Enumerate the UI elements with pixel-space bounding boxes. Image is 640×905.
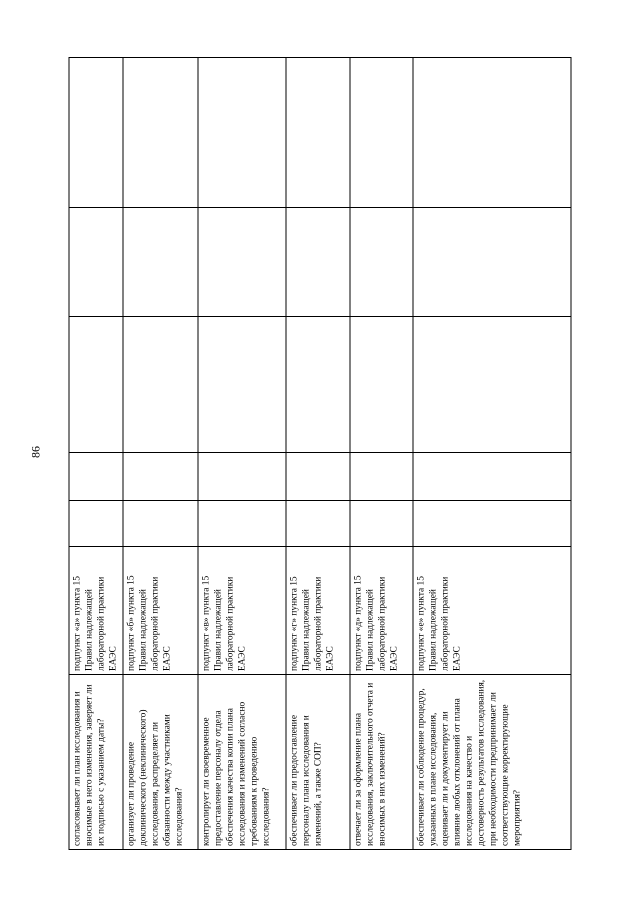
comment-cell [413, 58, 571, 208]
checklist-table-container [69, 58, 572, 850]
answer-no-cell [123, 453, 197, 501]
question-cell: отвечает ли за оформление плана исследования, заключительного отчета и вносимых в них изменений? [350, 675, 413, 850]
not-applicable-cell [350, 317, 413, 453]
table-row [198, 58, 287, 850]
question-cell: обеспечивает ли предоставление персоналу плана исследования и изменений, а также СОП? [286, 675, 349, 850]
notes-cell [123, 208, 197, 317]
comment-cell [123, 58, 197, 208]
not-applicable-cell [413, 317, 571, 453]
checklist-table [69, 57, 572, 850]
table-row [69, 58, 123, 850]
answer-yes-cell [198, 501, 287, 547]
notes-cell [350, 208, 413, 317]
answer-no-cell [413, 453, 571, 501]
not-applicable-cell [69, 317, 123, 453]
answer-yes-cell [413, 501, 571, 547]
answer-yes-cell [350, 501, 413, 547]
answer-no-cell [69, 453, 123, 501]
reference-cell: подпункт «в» пункта 15 Правил надлежащей лабораторной практики ЕАЭС [198, 547, 287, 675]
question-cell: контролирует ли своевременное предоставление персоналу отдела обеспечения качества копии плана исследования и изменений согласно требованиям к проведению исследования? [198, 675, 287, 850]
answer-yes-cell [286, 501, 349, 547]
table-row [286, 58, 349, 850]
question-cell: согласовывает ли план исследования и вносимые в него изменения, заверяет ли их подписью с указанием даты? [69, 675, 123, 850]
not-applicable-cell [198, 317, 287, 453]
question-cell: обеспечивает ли соблюдение процедур, указанных в плане исследования, оценивает ли и документирует ли влияние любых отклонений от плана исследования на качество и достоверность результатов исследования, при необходимости предпринимает ли соответствующие корректирующие мероприятия? [413, 675, 571, 850]
notes-cell [69, 208, 123, 317]
reference-cell: подпункт «а» пункта 15 Правил надлежащей лабораторной практики ЕАЭС [69, 547, 123, 675]
table-row [413, 58, 571, 850]
question-cell: организует ли проведение доклинического (неклинического) исследования, распределяет ли обязанности между участниками исследования? [123, 675, 197, 850]
reference-cell: подпункт «г» пункта 15 Правил надлежащей лабораторной практики ЕАЭС [286, 547, 349, 675]
comment-cell [198, 58, 287, 208]
reference-cell: подпункт «д» пункта 15 Правил надлежащей лабораторной практики ЕАЭС [350, 547, 413, 675]
answer-yes-cell [69, 501, 123, 547]
comment-cell [69, 58, 123, 208]
notes-cell [286, 208, 349, 317]
notes-cell [198, 208, 287, 317]
answer-no-cell [286, 453, 349, 501]
answer-no-cell [198, 453, 287, 501]
table-row [350, 58, 413, 850]
comment-cell [350, 58, 413, 208]
answer-yes-cell [123, 501, 197, 547]
answer-no-cell [350, 453, 413, 501]
page-number: 86 [28, 446, 43, 458]
comment-cell [286, 58, 349, 208]
not-applicable-cell [286, 317, 349, 453]
notes-cell [413, 208, 571, 317]
reference-cell: подпункт «е» пункта 15 Правил надлежащей лабораторной практики ЕАЭС [413, 547, 571, 675]
not-applicable-cell [123, 317, 197, 453]
table-row [123, 58, 197, 850]
reference-cell: подпункт «б» пункта 15 Правил надлежащей лабораторной практики ЕАЭС [123, 547, 197, 675]
